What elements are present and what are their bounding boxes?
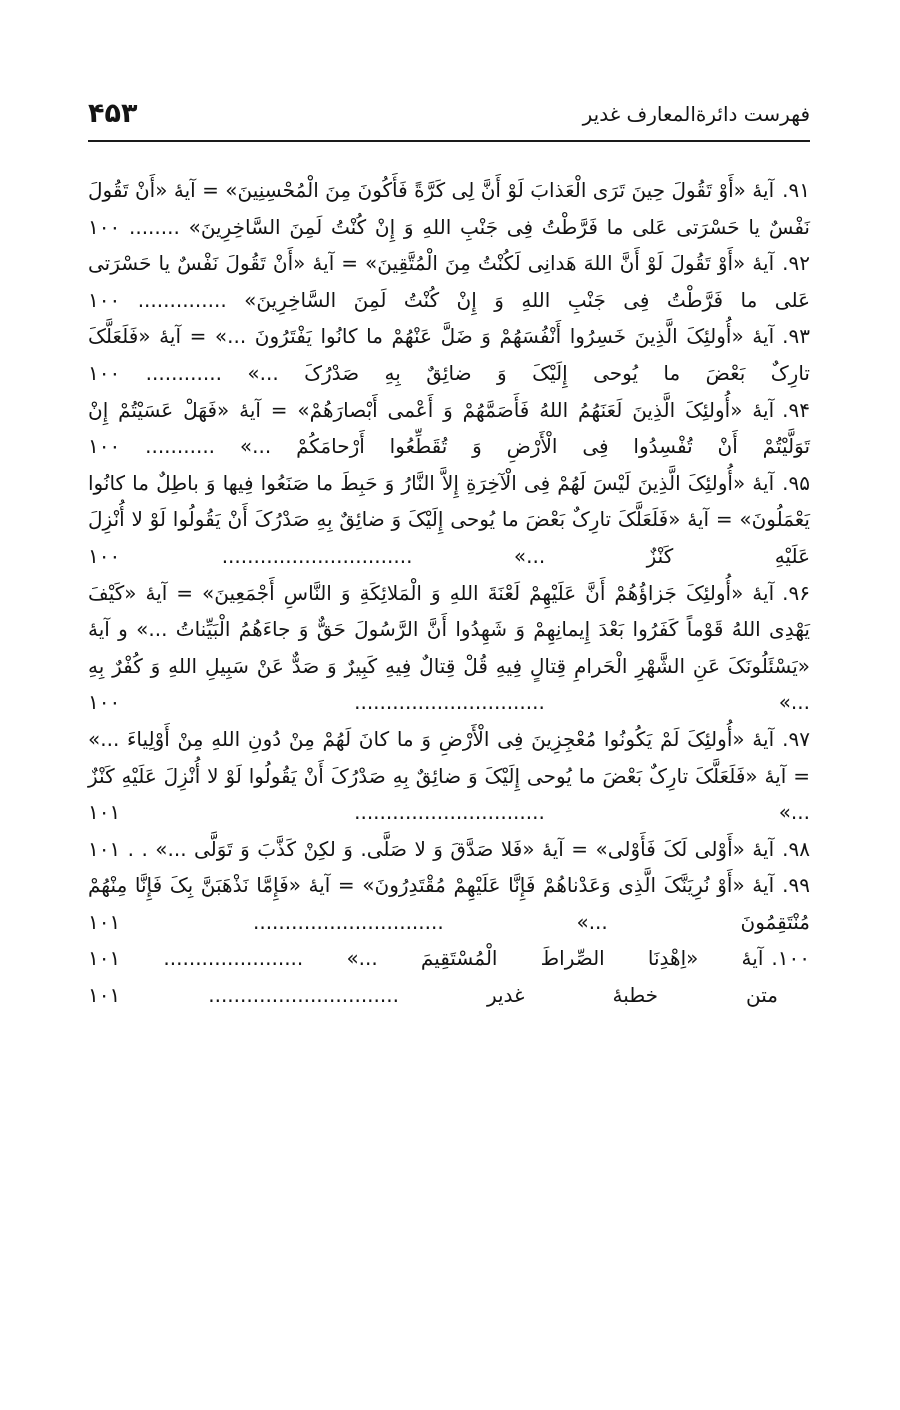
index-entry-100 — [88, 940, 810, 977]
entry-text: متن خطبهٔ غدیر .............................. — [208, 983, 778, 1008]
entry-number: ۹۷. — [782, 726, 810, 751]
entry-page-ref: ۱۰۱ — [88, 983, 121, 1008]
entry-number: ۹۳. — [782, 324, 810, 349]
index-entry-91 — [88, 172, 810, 245]
index-entries — [88, 172, 810, 1014]
entry-page-ref: ۱۰۱ — [88, 800, 121, 825]
entry-text: آیهٔ «أُولئِکَ جَزاؤُهُمْ أَنَّ عَلَیْهِمْ لَعْنَةَ اللهِ وَ الْمَلائِکَةِ وَ النَّاسِ أَجْمَعِینَ» = آیهٔ «کَیْفَ یَهْدِی اللهُ قَوْماً کَفَرُوا بَعْدَ إِیمانِهِمْ وَ شَهِدُوا أَنَّ الرَّسُولَ حَقٌّ وَ جاءَهُمُ الْبَیِّناتُ ...» و آیهٔ «یَسْئَلُونَکَ عَنِ الشَّهْرِ الْحَرامِ قِتالٍ فِیهِ قُلْ قِتالٌ فِیهِ کَبِیرٌ وَ صَدٌّ عَنْ سَبِیلِ اللهِ وَ کُفْرٌ بِهِ ...» .............................. — [88, 580, 811, 715]
entry-text: آیهٔ «أُولئِکَ الَّذِینَ لَیْسَ لَهُمْ فِی الْآخِرَةِ إِلاَّ النَّارُ وَ حَبِطَ ما صَنَعُوا فِیها وَ باطِلٌ ما کانُوا یَعْمَلُونَ» = آیهٔ «فَلَعَلَّکَ تارِکٌ بَعْضَ ما یُوحی إِلَیْکَ وَ ضائِقٌ بِهِ صَدْرُکَ أَنْ یَقُولُوا لَوْ لا أُنْزِلَ عَلَیْهِ کَنْزٌ ...» .............................. — [88, 470, 811, 568]
entry-number: ۹۸. — [782, 836, 810, 861]
running-title: فهرست دائرةالمعارف غدیر — [582, 102, 810, 126]
entry-page-ref: ۱۰۱ — [88, 946, 121, 971]
index-entry-94 — [88, 392, 810, 465]
entry-page-ref: ۱۰۰ — [88, 287, 121, 312]
entry-number: ۱۰۰. — [771, 946, 810, 971]
entry-number: ۹۶. — [782, 580, 810, 605]
entry-number: ۹۱. — [782, 178, 810, 202]
index-entry-97 — [88, 721, 810, 831]
index-entry-99 — [88, 867, 810, 940]
index-entry-sermon-text — [88, 977, 810, 1014]
entry-text: آیهٔ «أَوْلی لَکَ فَأَوْلی» = آیهٔ «فَلا صَدَّقَ وَ لا صَلَّی. وَ لکِنْ کَذَّبَ وَ تَوَلَّی ...» . . — [127, 836, 775, 861]
entry-page-ref: ۱۰۰ — [88, 690, 121, 715]
entry-text: آیهٔ «أَوْ تَقُولَ حِینَ تَرَی الْعَذابَ لَوْ أَنَّ لِی کَرَّةً فَأَکُونَ مِنَ الْمُحْسِنِینَ» = آیهٔ «أَنْ تَقُولَ نَفْسٌ یا حَسْرَتی عَلی ما فَرَّطْتُ فِی جَنْبِ اللهِ وَ إِنْ کُنْتُ لَمِنَ السَّاخِرِینَ» ........ — [88, 178, 810, 239]
entry-text: آیهٔ «أَوْ نُرِیَنَّکَ الَّذِی وَعَدْناهُمْ فَإِنَّا عَلَیْهِمْ مُقْتَدِرُونَ» = آیهٔ «فَإِمَّا نَذْهَبَنَّ بِکَ فَإِنَّا مِنْهُمْ مُنْتَقِمُونَ ...» .............................. — [88, 873, 810, 934]
index-entry-93 — [88, 318, 810, 391]
entry-page-ref: ۱۰۰ — [88, 434, 121, 459]
index-entry-95 — [88, 465, 810, 575]
entry-text: آیهٔ «أُولئِکَ الَّذِینَ خَسِرُوا أَنْفُسَهُمْ وَ ضَلَّ عَنْهُمْ ما کانُوا یَفْتَرُونَ ...» = آیهٔ «فَلَعَلَّکَ تارِکٌ بَعْضَ ما یُوحی إِلَیْکَ وَ ضائِقٌ بِهِ صَدْرُکَ ...» ............ — [88, 324, 810, 385]
entry-text: آیهٔ «أُولئِکَ الَّذِینَ لَعَنَهُمُ اللهُ فَأَصَمَّهُمْ وَ أَعْمی أَبْصارَهُمْ» = آیهٔ «فَهَلْ عَسَیْتُمْ إِنْ تَوَلَّیْتُمْ أَنْ تُفْسِدُوا فِی الْأَرْضِ وَ تُقَطِّعُوا أَرْحامَکُمْ ...» ........... — [88, 397, 811, 459]
page-number: ۴۵۳ — [88, 98, 138, 129]
entry-number: ۹۹. — [782, 873, 810, 898]
index-entry-98 — [88, 831, 810, 868]
entry-number: ۹۴. — [782, 397, 810, 422]
entry-page-ref: ۱۰۰ — [88, 214, 121, 239]
entry-page-ref: ۱۰۰ — [88, 360, 121, 385]
entry-number: ۹۲. — [782, 251, 810, 276]
entry-page-ref: ۱۰۰ — [88, 543, 121, 568]
entry-page-ref: ۱۰۱ — [88, 909, 121, 934]
page-header — [88, 96, 810, 142]
entry-text: آیهٔ «اِهْدِنَا الصِّراطَ الْمُسْتَقِیمَ ...» ...................... — [163, 946, 764, 971]
entry-text: آیهٔ «أَوْ تَقُولَ لَوْ أَنَّ اللهَ هَدانِی لَکُنْتُ مِنَ الْمُتَّقِینَ» = آیهٔ «أَنْ تَقُولَ نَفْسٌ یا حَسْرَتی عَلی ما فَرَّطْتُ فِی جَنْبِ اللهِ وَ إِنْ کُنْتُ لَمِنَ السَّاخِرِینَ» .............. — [88, 251, 811, 312]
index-entry-92 — [88, 245, 810, 318]
entry-text: آیهٔ «أُولئِکَ لَمْ یَکُونُوا مُعْجِزِینَ فِی الْأَرْضِ وَ ما کانَ لَهُمْ مِنْ دُونِ اللهِ مِنْ أَوْلِیاءَ ...» = آیهٔ «فَلَعَلَّکَ تارِکٌ بَعْضَ ما یُوحی إِلَیْکَ وَ ضائِقٌ بِهِ صَدْرُکَ أَنْ یَقُولُوا لَوْ لا أُنْزِلَ عَلَیْهِ کَنْزٌ ...» .............................. — [88, 726, 811, 825]
index-entry-96 — [88, 575, 810, 721]
entry-number: ۹۵. — [782, 470, 810, 495]
entry-page-ref: ۱۰۱ — [88, 836, 121, 861]
